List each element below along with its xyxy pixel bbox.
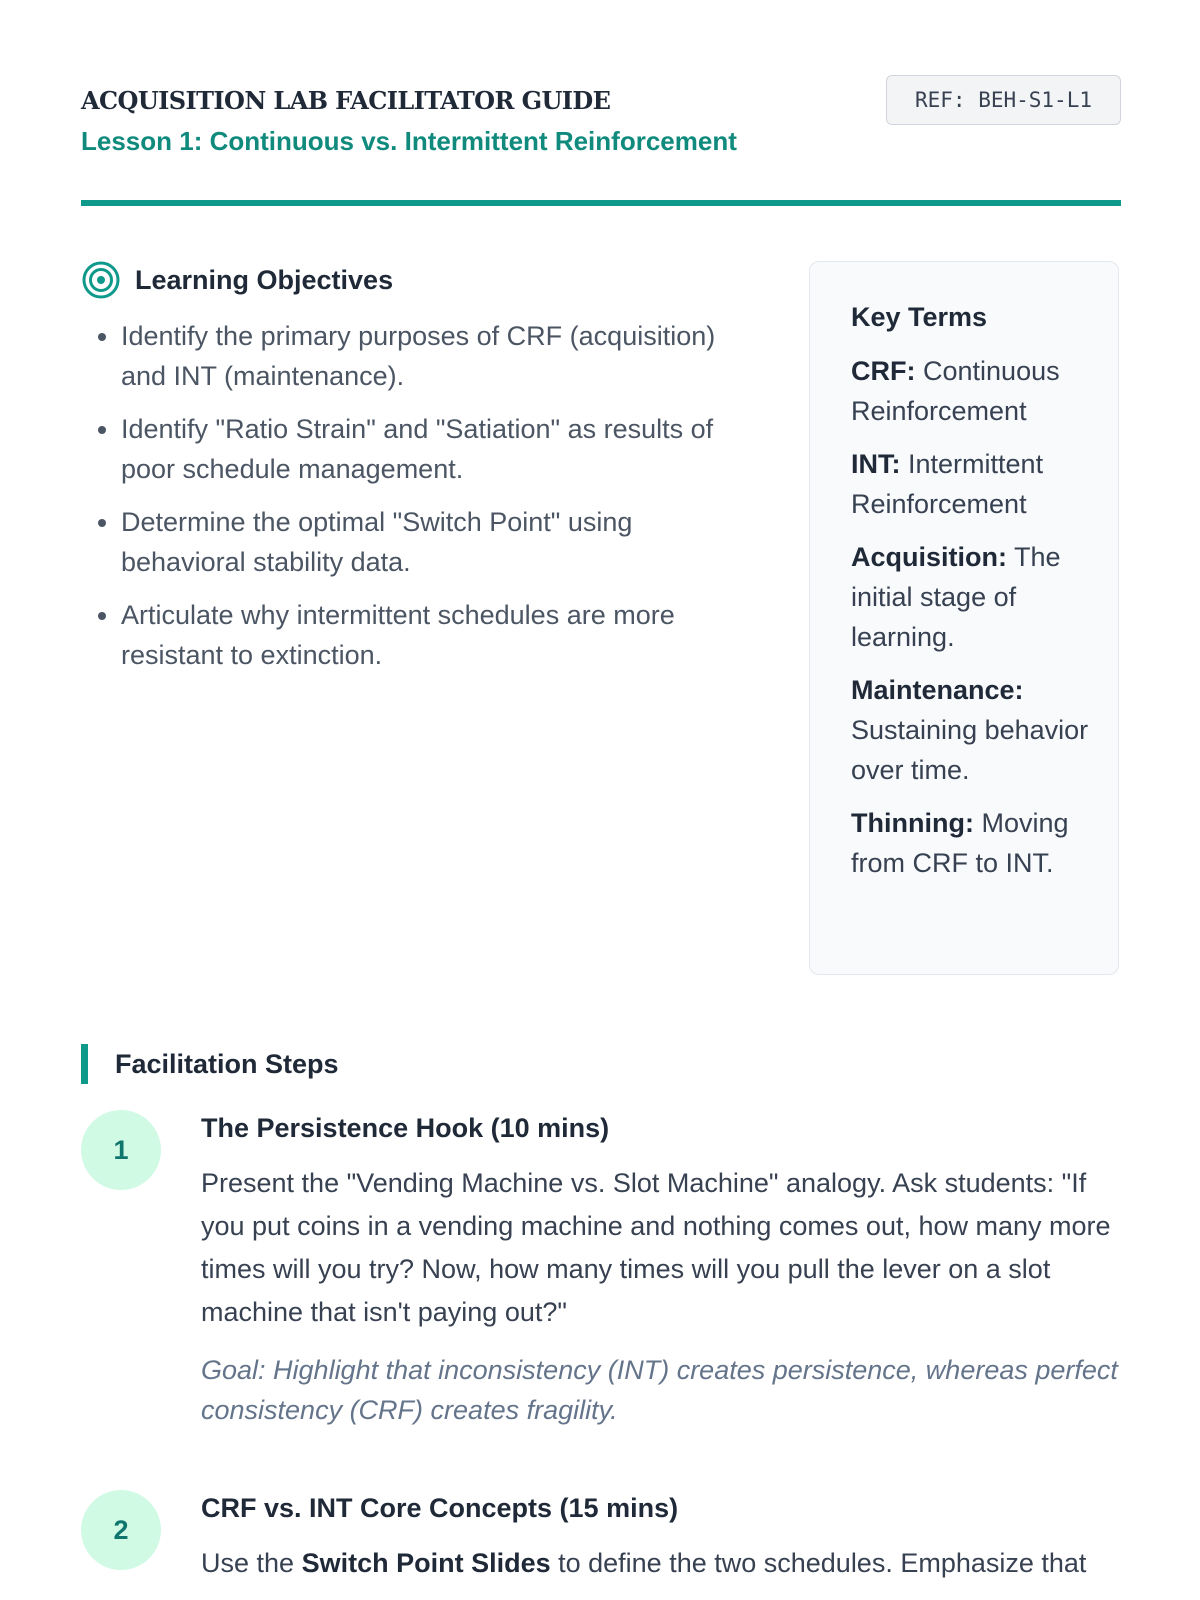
learning-objectives-section [81,258,761,688]
reference-badge: REF: BEH-S1-L1 [886,75,1121,125]
key-term-item [851,444,1090,524]
objective-item: • Articulate why intermittent schedules are more resistant to extinction. [121,595,761,675]
step-text-part: Use the [201,1548,302,1578]
key-term-definition: Sustaining behavior over time. [851,715,1089,785]
learning-objectives-title: Learning Objectives [135,264,394,295]
key-terms-card [809,261,1119,975]
switch-point-slides-reference: Switch Point Slides [301,1548,551,1578]
key-term-definition: Moving from CRF to INT. [851,808,1069,878]
step-body [201,1110,1121,1430]
facilitation-steps-heading: Facilitation Steps [81,1044,339,1084]
target-icon [81,260,121,300]
objective-item: • Determine the optimal "Switch Point" using behavioral stability data. [121,502,761,582]
step-goal: Goal: Highlight that inconsistency (INT) creates persistence, whereas perfect consistency (CRF) creates fragility. [201,1355,1118,1425]
key-term-name: INT: [851,449,901,479]
key-term-name: CRF: [851,356,916,386]
key-term-name: Thinning: [851,808,974,838]
key-term-item [851,803,1090,883]
key-term-item [851,670,1090,790]
header-divider [81,200,1121,206]
objectives-list [81,316,761,675]
key-term-item [851,351,1090,431]
learning-objectives-heading [81,258,761,302]
step-number-badge: 1 [81,1110,161,1190]
key-terms-title: Key Terms [851,302,988,332]
step-number-badge: 2 [81,1490,161,1570]
key-term-definition: Intermittent Reinforcement [851,449,1044,519]
step-description: Present the "Vending Machine vs. Slot Machine" analogy. Ask students: "If you put coins in a vending machine and nothing comes out, how many more times will you try? Now, how many times will you pull the lever on a slot machine that isn't paying out?" [201,1168,1111,1327]
key-term-name: Maintenance: [851,675,1024,705]
document-header [81,70,1121,210]
step-title: The Persistence Hook (10 mins) [201,1113,610,1143]
step-title: CRF vs. INT Core Concepts (15 mins) [201,1493,679,1523]
key-term-name: Acquisition: [851,542,1007,572]
objective-item: • Identify the primary purposes of CRF (acquisition) and INT (maintenance). [121,316,761,396]
lesson-subtitle: Lesson 1: Continuous vs. Intermittent Reinforcement [81,126,737,156]
key-term-definition: The initial stage of learning. [851,542,1061,652]
objective-item: • Identify "Ratio Strain" and "Satiation" as results of poor schedule management. [121,409,761,489]
key-term-definition: Continuous Reinforcement [851,356,1060,426]
key-term-item [851,537,1090,657]
document-title: ACQUISITION LAB FACILITATOR GUIDE [81,86,611,115]
step-body [201,1490,1121,1585]
step-description [201,1542,1121,1585]
step-text-part: to define the two schedules. Emphasize that [550,1548,1087,1578]
